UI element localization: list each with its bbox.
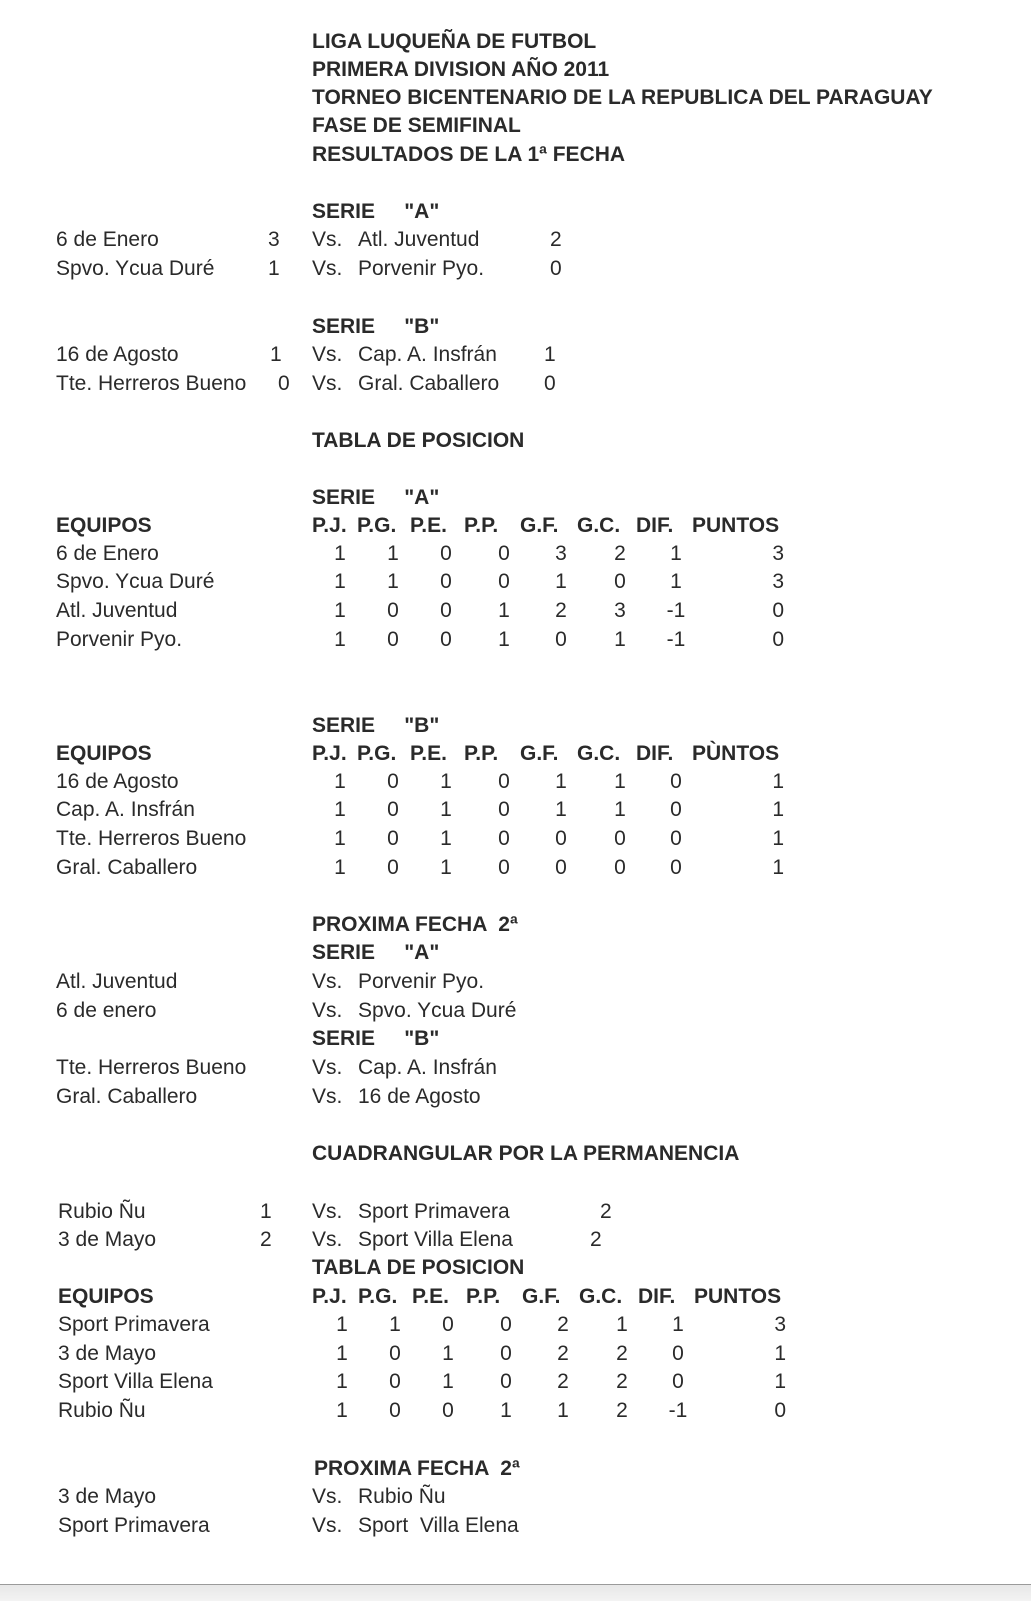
home-score: 1 [270,343,282,366]
vs-label: Vs. [312,372,343,395]
team-name: Porvenir Pyo. [56,628,183,651]
home-team: Tte. Herreros Bueno [56,372,247,395]
val-puntos: 1 [772,856,784,879]
home-team: 3 de Mayo [58,1228,157,1251]
team-name: Tte. Herreros Bueno [56,827,247,850]
val-pg: 0 [387,770,399,793]
standings-serie-a-title: SERIE "A" [312,486,440,509]
away-team: Rubio Ñu [358,1485,446,1508]
team-name: 3 de Mayo [58,1342,157,1365]
home-score: 3 [268,228,280,251]
vs-label: Vs. [312,1056,343,1079]
vs-label: Vs. [312,1514,343,1537]
val-pg: 0 [387,856,399,879]
val-pp: 1 [498,599,510,622]
val-gc: 1 [614,628,626,651]
vs-label: Vs. [312,1228,343,1251]
val-pg: 0 [389,1399,401,1422]
val-gf: 0 [555,628,567,651]
val-pe: 0 [440,628,452,651]
val-pp: 0 [498,856,510,879]
equipos-header: EQUIPOS [58,1285,154,1308]
col-header-gf: G.F. [522,1285,561,1308]
home-team: 16 de Agosto [56,343,179,366]
val-gf: 1 [555,570,567,593]
col-header-pp: P.P. [464,514,499,537]
val-dif: 1 [670,542,682,565]
col-header-pe: P.E. [412,1285,449,1308]
val-puntos: 1 [772,827,784,850]
home-team: Spvo. Ycua Duré [56,257,215,280]
home-score: 0 [278,372,290,395]
val-puntos: 3 [772,570,784,593]
vs-label: Vs. [312,1085,343,1108]
team-name: Cap. A. Insfrán [56,798,195,821]
permanencia-table-title: TABLA DE POSICION [312,1256,525,1279]
val-pe: 1 [440,770,452,793]
val-dif: -1 [666,628,686,651]
val-pp: 0 [500,1313,512,1336]
away-team: 16 de Agosto [358,1085,481,1108]
val-gf: 1 [555,798,567,821]
val-dif: 0 [672,1342,684,1365]
val-gc: 2 [616,1399,628,1422]
standings-title: TABLA DE POSICION [312,429,525,452]
away-team: Porvenir Pyo. [358,970,485,993]
away-team: Porvenir Pyo. [358,257,485,280]
val-pe: 1 [440,827,452,850]
team-name: Sport Primavera [58,1313,210,1336]
val-gc: 0 [614,856,626,879]
away-team: Gral. Caballero [358,372,500,395]
home-team: Atl. Juventud [56,970,178,993]
home-score: 2 [260,1228,272,1251]
col-header-pe: P.E. [410,742,447,765]
home-team: 3 de Mayo [58,1485,157,1508]
val-gc: 2 [616,1342,628,1365]
val-gf: 0 [555,856,567,879]
val-gf: 2 [557,1370,569,1393]
away-team: Sport Primavera [358,1200,510,1223]
val-pe: 0 [440,542,452,565]
division-title: PRIMERA DIVISION AÑO 2011 [312,58,610,81]
val-pe: 0 [440,599,452,622]
home-team: Tte. Herreros Bueno [56,1056,247,1079]
home-score: 1 [260,1200,272,1223]
league-title: LIGA LUQUEÑA DE FUTBOL [312,30,597,53]
standings-serie-b-title: SERIE "B" [312,714,440,737]
away-score: 0 [550,257,562,280]
val-dif: 0 [672,1370,684,1393]
next-round-serie-b-title: SERIE "B" [312,1027,440,1050]
away-team: Cap. A. Insfrán [358,343,497,366]
away-team: Cap. A. Insfrán [358,1056,497,1079]
val-gf: 2 [557,1342,569,1365]
val-puntos: 1 [772,770,784,793]
col-header-gc: G.C. [577,742,621,765]
val-dif: -1 [668,1399,688,1422]
val-gc: 0 [614,827,626,850]
col-header-pj: P.J. [312,742,347,765]
val-pj: 1 [334,628,346,651]
val-pg: 1 [387,542,399,565]
home-team: Sport Primavera [58,1514,210,1537]
val-pj: 1 [334,570,346,593]
col-header-gf: G.F. [520,514,559,537]
team-name: 16 de Agosto [56,770,179,793]
team-name: 6 de Enero [56,542,159,565]
val-pg: 0 [387,827,399,850]
equipos-header: EQUIPOS [56,514,152,537]
equipos-header: EQUIPOS [56,742,152,765]
phase-title: FASE DE SEMIFINAL [312,114,521,137]
team-name: Rubio Ñu [58,1399,146,1422]
next-round-title: PROXIMA FECHA 2ª [312,913,518,936]
val-pj: 1 [334,798,346,821]
val-pe: 1 [442,1342,454,1365]
away-team: Spvo. Ycua Duré [358,999,517,1022]
col-header-gc: G.C. [577,514,621,537]
col-header-gf: G.F. [520,742,559,765]
val-pj: 1 [334,856,346,879]
permanencia-next-title: PROXIMA FECHA 2ª [314,1457,520,1480]
val-pj: 1 [336,1313,348,1336]
val-pj: 1 [334,827,346,850]
vs-label: Vs. [312,970,343,993]
val-dif: 0 [670,798,682,821]
val-gc: 3 [614,599,626,622]
col-header-pg: P.G. [358,1285,398,1308]
col-header-puntos: PUNTOS [694,1285,782,1308]
col-header-pe: P.E. [410,514,447,537]
val-gf: 1 [557,1399,569,1422]
val-pg: 0 [389,1342,401,1365]
val-pj: 1 [336,1342,348,1365]
val-gf: 2 [555,599,567,622]
vs-label: Vs. [312,1200,343,1223]
away-score: 2 [590,1228,602,1251]
val-gc: 0 [614,570,626,593]
val-gc: 2 [614,542,626,565]
next-round-serie-a-title: SERIE "A" [312,941,440,964]
col-header-pg: P.G. [357,742,397,765]
val-pp: 0 [498,570,510,593]
val-pg: 0 [387,798,399,821]
home-score: 1 [268,257,280,280]
val-dif: 0 [670,770,682,793]
val-puntos: 3 [772,542,784,565]
val-pp: 0 [498,770,510,793]
away-team: Atl. Juventud [358,228,480,251]
val-gc: 1 [614,770,626,793]
val-gf: 2 [557,1313,569,1336]
home-team: 6 de enero [56,999,157,1022]
col-header-dif: DIF. [636,514,674,537]
results-serie-b-title: SERIE "B" [312,315,440,338]
col-header-pp: P.P. [466,1285,501,1308]
val-puntos: 0 [774,1399,786,1422]
vs-label: Vs. [312,1485,343,1508]
val-gf: 1 [555,770,567,793]
val-pp: 0 [500,1342,512,1365]
vs-label: Vs. [312,343,343,366]
val-pe: 0 [440,570,452,593]
away-team: Sport Villa Elena [358,1228,513,1251]
val-dif: 0 [670,856,682,879]
home-team: Gral. Caballero [56,1085,198,1108]
val-gf: 0 [555,827,567,850]
col-header-pj: P.J. [312,514,347,537]
val-puntos: 0 [772,628,784,651]
val-dif: 0 [670,827,682,850]
val-pe: 1 [442,1370,454,1393]
col-header-pj: P.J. [312,1285,347,1308]
col-header-dif: DIF. [636,742,674,765]
permanencia-title: CUADRANGULAR POR LA PERMANENCIA [312,1142,740,1165]
page-bottom-edge [0,1584,1031,1601]
val-puntos: 1 [772,798,784,821]
val-dif: 1 [672,1313,684,1336]
val-gc: 1 [616,1313,628,1336]
val-pg: 1 [387,570,399,593]
col-header-pg: P.G. [357,514,397,537]
val-pp: 0 [500,1370,512,1393]
val-gc: 2 [616,1370,628,1393]
val-pe: 0 [442,1399,454,1422]
val-pj: 1 [334,770,346,793]
val-dif: -1 [666,599,686,622]
val-pp: 0 [498,542,510,565]
val-pj: 1 [334,599,346,622]
vs-label: Vs. [312,228,343,251]
val-pp: 0 [498,827,510,850]
val-dif: 1 [670,570,682,593]
col-header-gc: G.C. [579,1285,623,1308]
team-name: Gral. Caballero [56,856,198,879]
col-header-dif: DIF. [638,1285,676,1308]
val-puntos: 1 [774,1370,786,1393]
tournament-title: TORNEO BICENTENARIO DE LA REPUBLICA DEL PARAGUAY [312,86,933,109]
val-pp: 1 [500,1399,512,1422]
val-gf: 3 [555,542,567,565]
val-pp: 0 [498,798,510,821]
val-pg: 0 [389,1370,401,1393]
val-pj: 1 [336,1370,348,1393]
col-header-pp: P.P. [464,742,499,765]
val-puntos: 1 [774,1342,786,1365]
val-gc: 1 [614,798,626,821]
team-name: Atl. Juventud [56,599,178,622]
val-pe: 1 [440,856,452,879]
away-score: 1 [544,343,556,366]
val-pj: 1 [336,1399,348,1422]
results-serie-a-title: SERIE "A" [312,200,440,223]
away-score: 2 [600,1200,612,1223]
val-puntos: 3 [774,1313,786,1336]
val-puntos: 0 [772,599,784,622]
away-score: 2 [550,228,562,251]
vs-label: Vs. [312,999,343,1022]
team-name: Sport Villa Elena [58,1370,213,1393]
away-score: 0 [544,372,556,395]
team-name: Spvo. Ycua Duré [56,570,215,593]
away-team: Sport Villa Elena [358,1514,519,1537]
val-pe: 0 [442,1313,454,1336]
val-pj: 1 [334,542,346,565]
val-pg: 0 [387,599,399,622]
val-pg: 0 [387,628,399,651]
home-team: Rubio Ñu [58,1200,146,1223]
vs-label: Vs. [312,257,343,280]
home-team: 6 de Enero [56,228,159,251]
val-pp: 1 [498,628,510,651]
val-pg: 1 [389,1313,401,1336]
col-header-puntos: PÙNTOS [692,742,780,765]
results-title: RESULTADOS DE LA 1ª FECHA [312,143,626,166]
val-pe: 1 [440,798,452,821]
col-header-puntos: PUNTOS [692,514,780,537]
